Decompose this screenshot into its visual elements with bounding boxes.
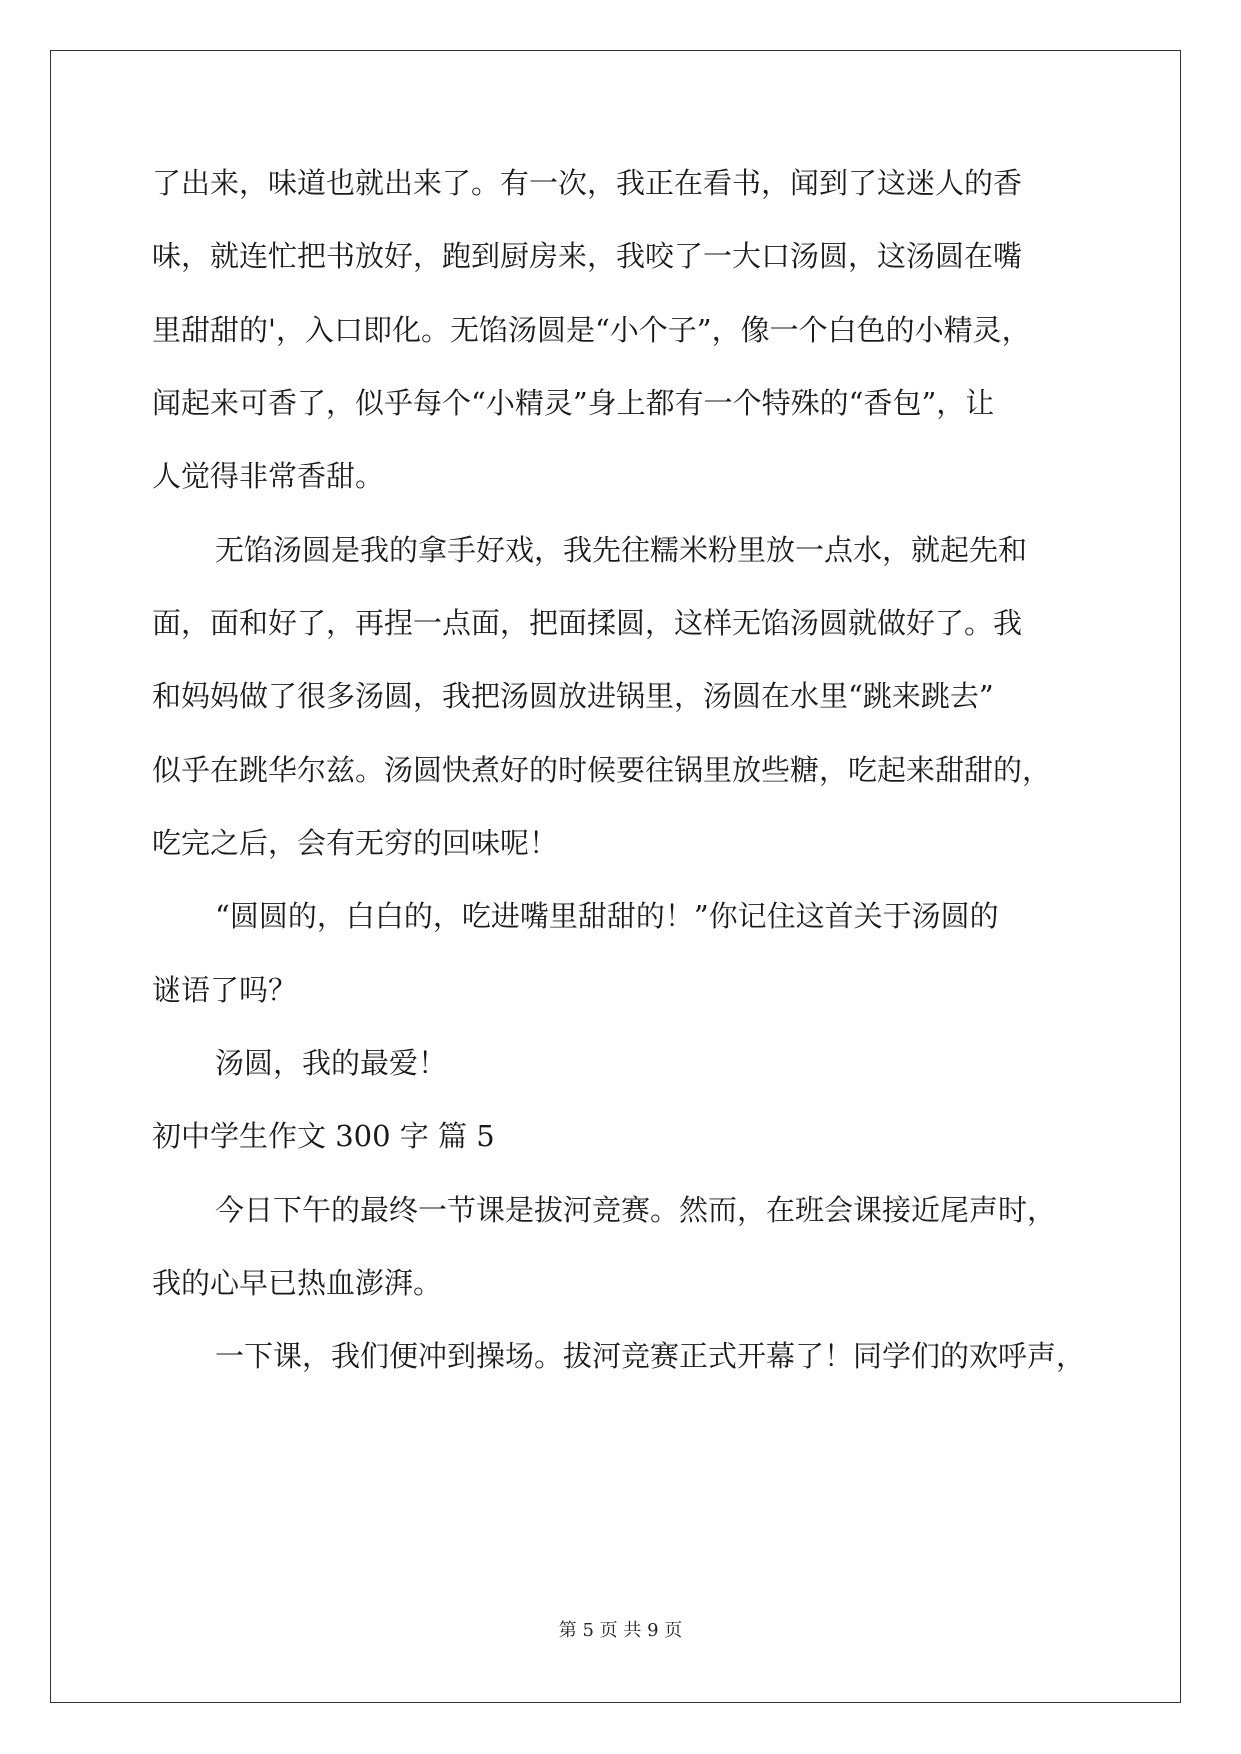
page-border (50, 50, 1181, 1703)
text-line-2: 味，就连忙把书放好，跑到厨房来，我咬了一大口汤圆，这汤圆在嘴 (152, 239, 1023, 273)
text-line-11: “圆圆的，白白的，吃进嘴里甜甜的！”你记住这首关于汤圆的 (215, 899, 999, 933)
text-line-12: 谜语了吗？ (152, 973, 298, 1007)
text-line-16: 我的心早已热血澎湃。 (152, 1266, 443, 1300)
text-line-9: 似乎在跳华尔兹。汤圆快煮好的时候要往锅里放些糖，吃起来甜甜的， (152, 753, 1052, 787)
text-line-13: 汤圆，我的最爱！ (215, 1046, 448, 1080)
text-line-6: 无馅汤圆是我的拿手好戏，我先往糯米粉里放一点水，就起先和 (215, 533, 1028, 567)
text-line-3: 里甜甜的'，入口即化。无馅汤圆是“小个子”，像一个白色的小精灵， (152, 313, 1031, 347)
text-line-15: 今日下午的最终一节课是拔河竞赛。然而，在班会课接近尾声时， (215, 1193, 1057, 1227)
text-line-1: 了出来，味道也就出来了。有一次，我正在看书，闻到了这迷人的香 (152, 166, 1023, 200)
text-line-4: 闻起来可香了，似乎每个“小精灵”身上都有一个特殊的“香包”，让 (152, 386, 995, 420)
text-line-8: 和妈妈做了很多汤圆，我把汤圆放进锅里，汤圆在水里“跳来跳去” (152, 679, 994, 713)
section-heading: 初中学生作文 300 字 篇 5 (152, 1119, 495, 1153)
text-line-5: 人觉得非常香甜。 (152, 459, 385, 493)
text-line-10: 吃完之后，会有无穷的回味呢！ (152, 826, 559, 860)
page-number-footer: 第 5 页 共 9 页 (558, 1620, 683, 1641)
text-line-17: 一下课，我们便冲到操场。拔河竞赛正式开幕了！同学们的欢呼声， (215, 1339, 1086, 1373)
text-line-7: 面，面和好了，再捏一点面，把面揉圆，这样无馅汤圆就做好了。我 (152, 606, 1023, 640)
